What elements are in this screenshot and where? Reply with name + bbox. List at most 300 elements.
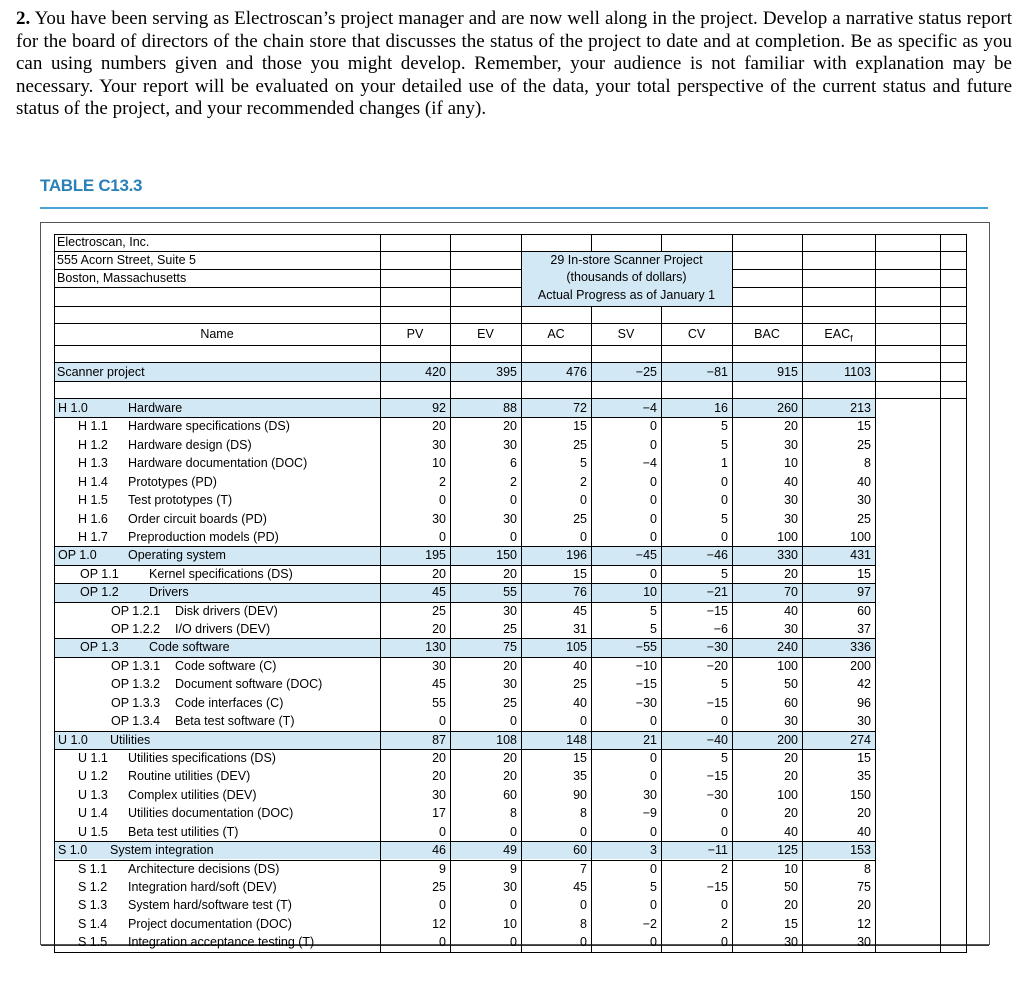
row-value: 0 (721, 714, 728, 729)
row-value: 30 (857, 714, 871, 729)
row-value: 45 (573, 879, 587, 894)
row-value: 45 (432, 677, 446, 692)
row-value: 5 (721, 677, 728, 692)
row-code: U 1.5 (78, 824, 108, 839)
row-value: 0 (580, 714, 587, 729)
row-code: OP 1.0 (58, 548, 97, 563)
row-value: −9 (642, 806, 657, 821)
row-value: 0 (510, 935, 517, 950)
total-row-value: 476 (566, 365, 587, 379)
row-value: 30 (857, 493, 871, 508)
row-value: 196 (566, 548, 587, 563)
row-value: 70 (784, 585, 798, 600)
row-name: Code interfaces (C) (175, 695, 284, 710)
row-value: 60 (784, 695, 798, 710)
total-row-value: 915 (777, 365, 798, 379)
row-value: 274 (850, 732, 871, 747)
row-value: 7 (580, 861, 587, 876)
row-value: 3 (650, 843, 657, 858)
row-value: 20 (784, 806, 798, 821)
row-value: −21 (706, 585, 728, 600)
row-name: Drivers (149, 585, 189, 600)
row-value: 60 (857, 603, 871, 618)
grid-hline (54, 306, 967, 307)
total-row-value: −25 (635, 365, 657, 379)
row-name: Hardware documentation (DOC) (128, 456, 308, 471)
row-name: Code software (149, 640, 230, 655)
grid-hline (54, 287, 967, 288)
row-value: 45 (432, 585, 446, 600)
row-value: −45 (635, 548, 657, 563)
row-code: OP 1.3.3 (111, 695, 161, 710)
row-code: U 1.4 (78, 806, 108, 821)
row-value: 25 (857, 511, 871, 526)
row-code: H 1.1 (78, 419, 108, 434)
company-city: Boston, Massachusetts (57, 271, 187, 285)
row-value: 25 (857, 437, 871, 452)
row-value: 0 (650, 511, 657, 526)
row-value: 20 (503, 419, 517, 434)
row-value: 0 (650, 824, 657, 839)
row-name: Architecture decisions (DS) (128, 861, 280, 876)
row-name: Routine utilities (DEV) (128, 769, 251, 784)
row-value: 5 (650, 603, 657, 618)
row-name: Order circuit boards (PD) (128, 511, 267, 526)
row-value: 0 (721, 824, 728, 839)
row-value: 30 (784, 437, 798, 452)
row-value: 8 (864, 456, 871, 471)
row-code: OP 1.2.1 (111, 603, 161, 618)
row-value: 0 (510, 824, 517, 839)
row-value: 0 (650, 529, 657, 544)
row-value: 0 (439, 935, 446, 950)
grid-hline (54, 345, 967, 346)
row-value: 0 (580, 824, 587, 839)
row-value: 9 (439, 861, 446, 876)
row-value: 105 (566, 640, 587, 655)
project-box-border (521, 306, 733, 307)
row-value: 20 (784, 566, 798, 581)
row-value: 30 (784, 935, 798, 950)
total-row-value: 1103 (844, 365, 871, 379)
row-value: 75 (503, 640, 517, 655)
row-name: Hardware (128, 401, 183, 415)
question-number: 2. (16, 8, 31, 29)
row-value: 0 (650, 566, 657, 581)
header-cv: CV (687, 327, 706, 341)
row-value: 20 (503, 750, 517, 765)
company-name: Electroscan, Inc. (57, 235, 150, 249)
row-value: 72 (573, 401, 587, 415)
question-body: You have been serving as Electroscan’s project manager and are now well along in the project. Develop a narrative status report for the board of directors of the chain store that discusses the status of the project to date and at completion. Be as specific as you can using numbers given and those you might develop. Remember, your audience is not familiar with explanation may be necessary. Your report will be evaluated on your detailed use of the data, your total perspective of the current status and future status of the project, and your recommended changes (if any). (16, 8, 1012, 119)
row-code: H 1.6 (78, 511, 108, 526)
row-value: 0 (439, 529, 446, 544)
row-value: 30 (432, 787, 446, 802)
row-value: −30 (706, 787, 728, 802)
row-value: 195 (425, 548, 446, 563)
row-value: 0 (650, 898, 657, 913)
row-value: 8 (580, 806, 587, 821)
row-value: 10 (432, 456, 446, 471)
row-name: System hard/software test (T) (128, 898, 292, 913)
company-street: 555 Acorn Street, Suite 5 (57, 253, 196, 267)
row-value: 49 (503, 843, 517, 858)
row-value: 0 (580, 493, 587, 508)
row-value: 0 (510, 898, 517, 913)
row-value: 5 (721, 511, 728, 526)
row-value: −30 (706, 640, 728, 655)
row-value: 0 (439, 714, 446, 729)
row-value: 15 (573, 566, 587, 581)
row-value: −55 (635, 640, 657, 655)
row-value: 15 (857, 419, 871, 434)
row-value: 30 (503, 879, 517, 894)
row-value: 125 (777, 843, 798, 858)
grid-hline (54, 381, 967, 382)
row-value: −20 (706, 658, 728, 673)
row-value: 25 (573, 437, 587, 452)
row-value: −4 (642, 456, 657, 471)
row-value: 213 (850, 401, 871, 415)
row-value: 100 (777, 787, 798, 802)
row-value: 10 (503, 916, 517, 931)
row-value: 15 (573, 419, 587, 434)
row-value: 5 (721, 437, 728, 452)
row-code: S 1.5 (78, 935, 108, 950)
row-value: 90 (573, 787, 587, 802)
row-value: 5 (721, 566, 728, 581)
row-value: 30 (784, 622, 798, 637)
row-value: 150 (850, 787, 871, 802)
row-name: System integration (110, 843, 214, 858)
row-value: 25 (503, 695, 517, 710)
row-value: 35 (573, 769, 587, 784)
row-code: OP 1.3.4 (111, 714, 161, 729)
row-value: 12 (857, 916, 871, 931)
row-value: 87 (432, 732, 446, 747)
row-value: 50 (784, 677, 798, 692)
row-value: 30 (784, 714, 798, 729)
row-value: 30 (503, 437, 517, 452)
row-value: −15 (706, 879, 728, 894)
row-value: 12 (432, 916, 446, 931)
grid-hline (54, 952, 967, 953)
row-code: S 1.2 (78, 879, 108, 894)
row-value: 60 (573, 843, 587, 858)
table-caption: TABLE C13.3 (40, 176, 143, 195)
row-value: 40 (857, 474, 871, 489)
row-code: H 1.4 (78, 474, 108, 489)
row-value: 92 (432, 401, 446, 415)
header-eac-label: EAC (824, 327, 851, 341)
row-value: 60 (503, 787, 517, 802)
row-value: 0 (580, 529, 587, 544)
row-name: Hardware design (DS) (128, 437, 252, 452)
row-value: 40 (784, 474, 798, 489)
row-code: U 1.2 (78, 769, 108, 784)
row-value: 20 (503, 658, 517, 673)
row-value: 0 (650, 861, 657, 876)
row-value: 8 (580, 916, 587, 931)
row-value: 30 (784, 511, 798, 526)
header-name: Name (200, 327, 234, 341)
row-value: 30 (643, 787, 657, 802)
row-value: 10 (643, 585, 657, 600)
header-eac (802, 325, 875, 343)
row-value: 1 (721, 456, 728, 471)
row-name: Code software (C) (175, 658, 277, 673)
row-value: 50 (784, 879, 798, 894)
row-code: OP 1.3 (80, 640, 119, 655)
row-code: H 1.3 (78, 456, 108, 471)
grid-vline (875, 234, 876, 952)
row-value: 336 (850, 640, 871, 655)
row-value: 15 (857, 750, 871, 765)
row-value: 40 (573, 658, 587, 673)
row-value: −2 (642, 916, 657, 931)
row-value: 0 (439, 493, 446, 508)
row-value: −11 (707, 843, 728, 858)
row-value: 0 (580, 898, 587, 913)
row-code: OP 1.1 (80, 566, 119, 581)
row-code: H 1.0 (58, 401, 88, 415)
row-value: 15 (784, 916, 798, 931)
row-value: 76 (573, 585, 587, 600)
project-units: (thousands of dollars) (566, 270, 687, 284)
row-value: 40 (857, 824, 871, 839)
row-value: 21 (643, 732, 657, 747)
row-name: Complex utilities (DEV) (128, 787, 257, 802)
row-value: 0 (650, 474, 657, 489)
row-value: 0 (650, 769, 657, 784)
row-value: 200 (777, 732, 798, 747)
total-row-value: 395 (496, 365, 517, 379)
row-value: 42 (857, 677, 871, 692)
row-code: H 1.2 (78, 437, 108, 452)
grid-hline (54, 323, 967, 324)
row-code: S 1.0 (58, 843, 88, 858)
row-name: Beta test software (T) (175, 714, 295, 729)
row-value: 0 (650, 935, 657, 950)
row-value: 100 (777, 658, 798, 673)
row-value: 20 (503, 769, 517, 784)
row-value: 2 (510, 474, 517, 489)
row-name: I/O drivers (DEV) (175, 622, 271, 637)
row-code: S 1.3 (78, 898, 108, 913)
row-name: Operating system (128, 548, 226, 563)
row-value: 30 (432, 437, 446, 452)
row-value: 0 (721, 935, 728, 950)
row-value: 20 (784, 750, 798, 765)
row-value: 30 (857, 935, 871, 950)
row-value: 75 (857, 879, 871, 894)
row-value: −30 (635, 695, 657, 710)
row-value: 8 (864, 861, 871, 876)
row-value: 30 (503, 603, 517, 618)
row-value: 15 (573, 750, 587, 765)
row-value: 0 (439, 898, 446, 913)
header-eac-subscript: f (850, 333, 853, 344)
row-value: 2 (721, 916, 728, 931)
row-value: 30 (784, 493, 798, 508)
row-value: 5 (650, 622, 657, 637)
row-value: 20 (857, 898, 871, 913)
row-value: 330 (777, 548, 798, 563)
row-value: 25 (573, 511, 587, 526)
row-value: 8 (510, 806, 517, 821)
row-value: 20 (784, 898, 798, 913)
row-value: 0 (721, 474, 728, 489)
row-value: 37 (857, 622, 871, 637)
row-value: 46 (432, 843, 446, 858)
row-value: 25 (432, 603, 446, 618)
row-value: 0 (439, 824, 446, 839)
row-code: H 1.5 (78, 493, 108, 508)
row-code: S 1.4 (78, 916, 108, 931)
row-value: 0 (580, 935, 587, 950)
row-value: 9 (510, 861, 517, 876)
header-pv: PV (406, 327, 424, 341)
header-bac: BAC (754, 327, 780, 341)
header-sv: SV (617, 327, 635, 341)
row-value: −15 (706, 603, 728, 618)
row-value: 200 (850, 658, 871, 673)
row-code: OP 1.2 (80, 585, 119, 600)
total-row-name: Scanner project (57, 365, 145, 379)
row-value: 17 (432, 806, 446, 821)
row-code: OP 1.3.1 (111, 658, 161, 673)
row-name: Project documentation (DOC) (128, 916, 292, 931)
project-box-border (732, 251, 733, 307)
row-name: Test prototypes (T) (128, 493, 233, 508)
row-value: 0 (721, 493, 728, 508)
row-value: 0 (721, 806, 728, 821)
row-value: 20 (432, 566, 446, 581)
row-value: 2 (439, 474, 446, 489)
caption-divider (40, 207, 988, 209)
row-code: OP 1.3.2 (111, 677, 161, 692)
project-asof: Actual Progress as of January 1 (537, 288, 716, 302)
row-value: 55 (503, 585, 517, 600)
row-name: Integration acceptance testing (T) (128, 935, 315, 950)
row-value: 240 (777, 640, 798, 655)
row-name: Hardware specifications (DS) (128, 419, 290, 434)
row-name: Document software (DOC) (175, 677, 323, 692)
question-text (16, 8, 1012, 121)
row-value: −4 (642, 401, 657, 415)
row-value: 148 (566, 732, 587, 747)
total-row-value: 420 (425, 365, 446, 379)
row-value: 0 (721, 529, 728, 544)
row-value: 153 (850, 843, 871, 858)
row-value: 5 (721, 750, 728, 765)
row-name: Utilities (110, 732, 151, 747)
row-value: 31 (573, 622, 587, 637)
row-value: −15 (706, 769, 728, 784)
row-name: Prototypes (PD) (128, 474, 217, 489)
row-name: Integration hard/soft (DEV) (128, 879, 277, 894)
row-value: 35 (857, 769, 871, 784)
row-value: 0 (721, 898, 728, 913)
row-value: 25 (573, 677, 587, 692)
row-value: 55 (432, 695, 446, 710)
row-value: 5 (721, 419, 728, 434)
row-value: 40 (573, 695, 587, 710)
row-value: 30 (503, 511, 517, 526)
row-name: Disk drivers (DEV) (175, 603, 278, 618)
row-value: 0 (650, 493, 657, 508)
row-code: U 1.0 (58, 732, 88, 747)
row-value: 88 (503, 401, 517, 415)
row-code: U 1.3 (78, 787, 108, 802)
row-value: 40 (784, 603, 798, 618)
row-value: 100 (777, 529, 798, 544)
row-value: 260 (777, 401, 798, 415)
row-value: −15 (635, 677, 657, 692)
row-value: 40 (784, 824, 798, 839)
row-value: −15 (706, 695, 728, 710)
row-name: Kernel specifications (DS) (149, 566, 293, 581)
row-value: 431 (850, 548, 871, 563)
row-value: 25 (503, 622, 517, 637)
row-value: 20 (857, 806, 871, 821)
row-value: 20 (784, 419, 798, 434)
row-code: H 1.7 (78, 529, 108, 544)
row-value: 130 (425, 640, 446, 655)
row-value: 2 (580, 474, 587, 489)
header-ac: AC (547, 327, 565, 341)
row-code: OP 1.2.2 (111, 622, 161, 637)
grid-vline (966, 234, 967, 952)
row-value: 96 (857, 695, 871, 710)
row-name: Preproduction models (PD) (128, 529, 279, 544)
row-value: 20 (432, 769, 446, 784)
row-code: U 1.1 (78, 750, 108, 765)
row-value: 30 (432, 658, 446, 673)
project-title: 29 In-store Scanner Project (550, 253, 703, 267)
row-value: 100 (850, 529, 871, 544)
row-value: 5 (580, 456, 587, 471)
row-value: 20 (432, 750, 446, 765)
row-name: Beta test utilities (T) (128, 824, 239, 839)
row-value: 25 (432, 879, 446, 894)
row-value: 0 (650, 419, 657, 434)
row-value: 6 (510, 456, 517, 471)
grid-vline (940, 234, 941, 952)
row-value: 15 (857, 566, 871, 581)
row-value: 2 (721, 861, 728, 876)
row-value: 150 (496, 548, 517, 563)
row-value: 0 (650, 750, 657, 765)
row-name: Utilities documentation (DOC) (128, 806, 294, 821)
row-value: 10 (784, 456, 798, 471)
row-value: 10 (784, 861, 798, 876)
row-value: −6 (713, 622, 728, 637)
header-ev: EV (477, 327, 494, 341)
row-value: 45 (573, 603, 587, 618)
row-value: 16 (714, 401, 728, 415)
row-value: 20 (784, 769, 798, 784)
row-value: 20 (432, 622, 446, 637)
row-value: 0 (650, 437, 657, 452)
row-value: −10 (635, 658, 657, 673)
row-name: Utilities specifications (DS) (128, 750, 276, 765)
row-value: −46 (706, 548, 728, 563)
row-value: 0 (650, 714, 657, 729)
row-value: 20 (503, 566, 517, 581)
row-value: 108 (496, 732, 517, 747)
row-code: S 1.1 (78, 861, 108, 876)
